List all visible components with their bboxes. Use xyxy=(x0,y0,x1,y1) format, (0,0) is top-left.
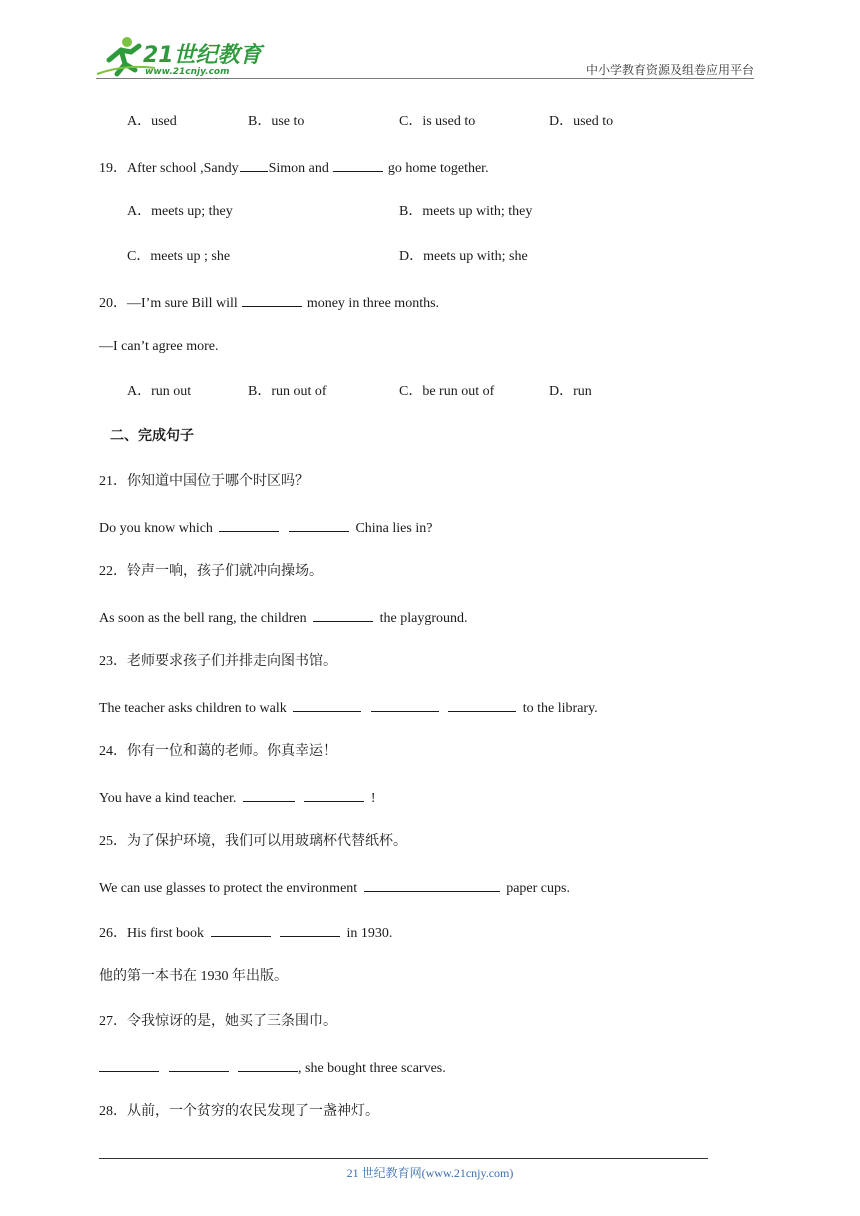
answer-blank xyxy=(371,698,439,712)
q19-stem: 19．After school ,Sandy Simon and go home together. xyxy=(99,158,489,178)
q26-english: 26．His first book in 1930. xyxy=(99,923,392,943)
q21-chinese: 21．你知道中国位于哪个时区吗？ xyxy=(99,474,309,489)
header-divider xyxy=(96,78,754,79)
svg-text:21世纪教育: 21世纪教育 xyxy=(143,43,262,68)
q20-option-a: A．run out xyxy=(127,384,192,399)
answer-blank xyxy=(364,878,500,892)
q24-chinese: 24．你有一位和蔼的老师。你真幸运！ xyxy=(99,744,337,759)
q22-chinese: 22．铃声一响，孩子们就冲向操场。 xyxy=(99,564,323,579)
q22-english: As soon as the bell rang, the children the playground. xyxy=(99,608,468,628)
q19-option-a: A．meets up; they xyxy=(127,204,233,219)
footer-divider xyxy=(99,1158,708,1159)
q25-english: We can use glasses to protect the environment paper cups. xyxy=(99,878,570,898)
answer-blank xyxy=(242,293,302,307)
answer-blank xyxy=(219,518,279,532)
q19-option-d: D．meets up with; she xyxy=(399,249,528,264)
answer-blank xyxy=(99,1058,159,1072)
site-logo xyxy=(95,34,265,78)
q27-english: , she bought three scarves. xyxy=(99,1058,446,1078)
answer-blank xyxy=(304,788,364,802)
q19-option-c: C．meets up ; she xyxy=(127,249,231,264)
q20-option-d: D．run xyxy=(549,384,592,399)
answer-blank xyxy=(280,923,340,937)
q18-option-d: D．used to xyxy=(549,114,614,129)
q28-chinese: 28．从前，一个贫穷的农民发现了一盏神灯。 xyxy=(99,1104,379,1119)
answer-blank xyxy=(313,608,373,622)
svg-text:www.21cnjy.com: www.21cnjy.com xyxy=(145,67,230,77)
answer-blank xyxy=(238,1058,298,1072)
q20-stem: 20．—I’m sure Bill will money in three months. xyxy=(99,293,439,313)
q27-chinese: 27．令我惊讶的是，她买了三条围巾。 xyxy=(99,1014,337,1029)
q23-english: The teacher asks children to walk to the library. xyxy=(99,698,598,718)
q24-english: You have a kind teacher. ! xyxy=(99,788,376,808)
answer-blank xyxy=(448,698,516,712)
site-name: 中小学教育资源及组卷应用平台 xyxy=(585,63,754,77)
answer-blank xyxy=(240,158,268,172)
q21-english: Do you know which China lies in? xyxy=(99,518,432,538)
q26-chinese: 他的第一本书在 1930 年出版。 xyxy=(99,969,288,984)
footer-text: 21 世纪教育网(www.21cnjy.com) xyxy=(346,1166,514,1180)
answer-blank xyxy=(289,518,349,532)
q19-option-b: B．meets up with; they xyxy=(399,204,533,219)
q18-option-c: C．is used to xyxy=(399,114,476,129)
answer-blank xyxy=(293,698,361,712)
q20-option-b: B．run out of xyxy=(248,384,327,399)
q20-reply: —I can’t agree more. xyxy=(99,339,219,354)
q25-chinese: 25．为了保护环境，我们可以用玻璃杯代替纸杯。 xyxy=(99,834,407,849)
q18-option-a: A．used xyxy=(127,114,177,129)
answer-blank xyxy=(333,158,383,172)
answer-blank xyxy=(169,1058,229,1072)
q20-option-c: C．be run out of xyxy=(399,384,495,399)
answer-blank xyxy=(243,788,295,802)
q18-option-b: B．use to xyxy=(248,114,305,129)
q23-chinese: 23．老师要求孩子们并排走向图书馆。 xyxy=(99,654,337,669)
answer-blank xyxy=(211,923,271,937)
section-heading: 二、完成句子 xyxy=(110,429,194,444)
